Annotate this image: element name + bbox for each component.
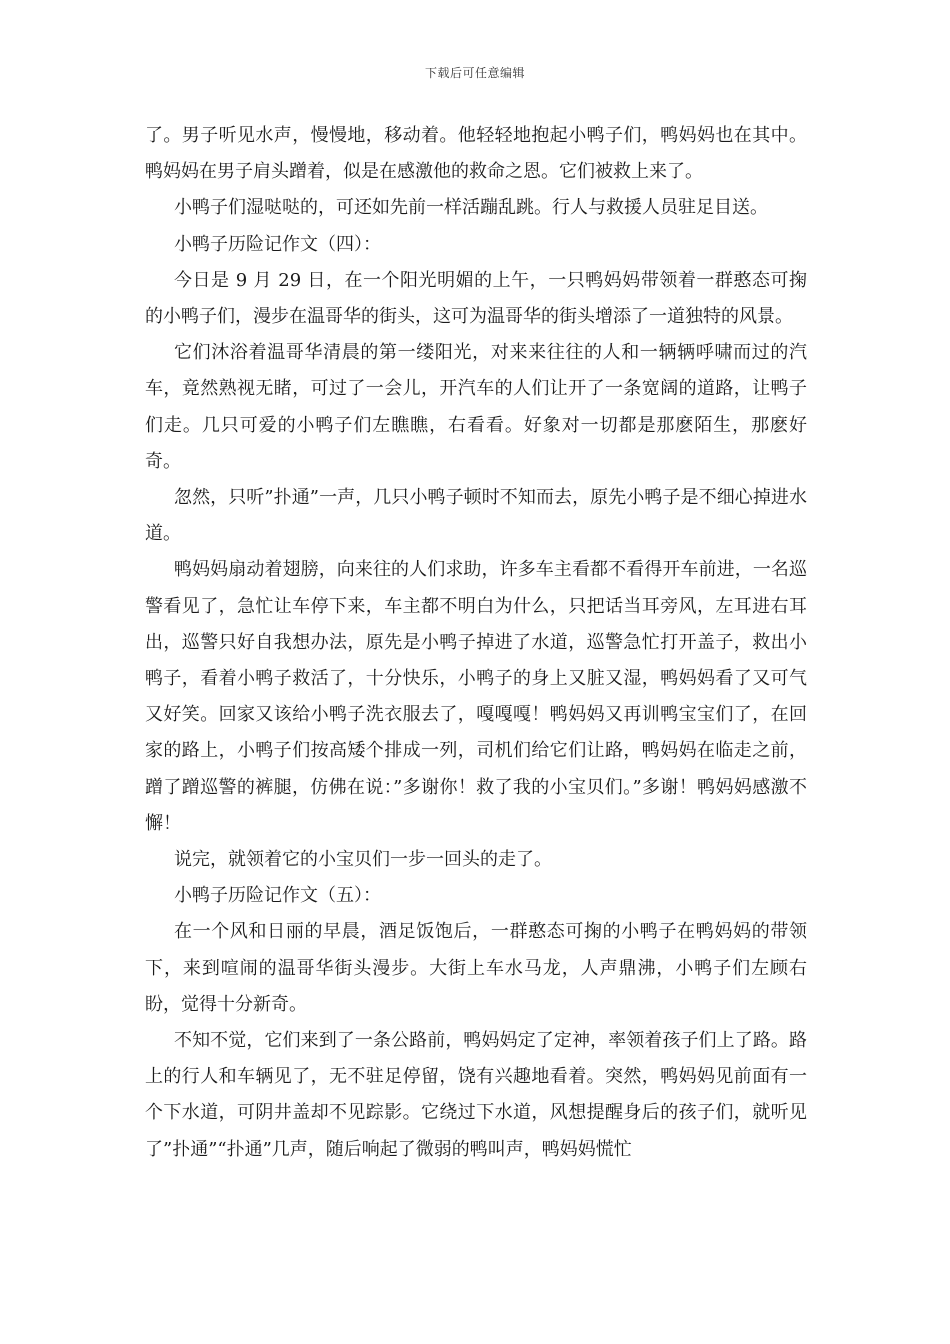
section-heading: 小鸭子历险记作文（四）： bbox=[174, 233, 381, 255]
paragraph: 今日是 9 月 29 日，在一个阳光明媚的上午，一只鸭妈妈带领着一群憨态可掬的小鸭子们，漫步在温哥华的街头，这可为温哥华的街头增添了一道独特的风景。 bbox=[145, 269, 807, 328]
paragraph: 不知不觉，它们来到了一条公路前，鸭妈妈定了定神，率领着孩子们上了路。路上的行人和车辆见了，无不驻足停留，饶有兴趣地看着。突然，鸭妈妈见前面有一个下水道，可阴井盖却不见踪影。它绕过下水道，风想提醒身后的孩子们，就听见了”扑通”“扑通”几声，随后响起了微弱的鸭叫声，鸭妈妈慌忙 bbox=[145, 1030, 807, 1160]
page-header: 下载后可任意编辑 bbox=[424, 66, 525, 80]
paragraph: 鸭妈妈扇动着翅膀，向来往的人们求助，许多车主看都不看得开车前进，一名巡警看见了，急忙让车停下来，车主都不明白为什么，只把话当耳旁风，左耳进右耳出，巡警只好自我想办法，原先是小鸭子掉进了水道，巡警急忙打开盖子，救出小鸭子，看着小鸭子救活了，十分快乐，小鸭子的身上又脏又湿，鸭妈妈看了又可气又好笑。回家又该给小鸭子洗衣服去了，嘎嘎嘎！鸭妈妈又再训鸭宝宝们了，在回家的路上，小鸭子们按高矮个排成一列，司机们给它们让路，鸭妈妈在临走之前，蹭了蹭巡警的裤腿，仿佛在说：”多谢你！救了我的小宝贝们。”多谢！鸭妈妈感激不懈！ bbox=[145, 559, 807, 834]
paragraph: 小鸭子们湿哒哒的，可还如先前一样活蹦乱跳。行人与救援人员驻足目送。 bbox=[174, 197, 768, 219]
paragraph: 忽然，只听”扑通”一声，几只小鸭子顿时不知而去，原先小鸭子是不细心掉进水道。 bbox=[145, 487, 807, 545]
article-body bbox=[145, 118, 807, 1168]
paragraph: 了。男子听见水声，慢慢地，移动着。他轻轻地抱起小鸭子们，鸭妈妈也在其中。鸭妈妈在男子肩头蹭着，似是在感激他的救命之恩。它们被救上来了。 bbox=[145, 125, 807, 183]
section-heading: 小鸭子历险记作文（五）： bbox=[174, 885, 381, 907]
paragraph: 它们沐浴着温哥华清晨的第一缕阳光，对来来往往的人和一辆辆呼啸而过的汽车，竟然熟视无睹，可过了一会儿，开汽车的人们让开了一条宽阔的道路，让鸭子们走。几只可爱的小鸭子们左瞧瞧，右看看。好象对一切都是那麽陌生，那麽好奇。 bbox=[145, 342, 807, 472]
paragraph: 在一个风和日丽的早晨，酒足饭饱后，一群憨态可掬的小鸭子在鸭妈妈的带领下，来到喧闹的温哥华街头漫步。大街上车水马龙，人声鼎沸，小鸭子们左顾右盼，觉得十分新奇。 bbox=[145, 921, 807, 1015]
paragraph: 说完，就领着它的小宝贝们一步一回头的走了。 bbox=[174, 849, 552, 871]
